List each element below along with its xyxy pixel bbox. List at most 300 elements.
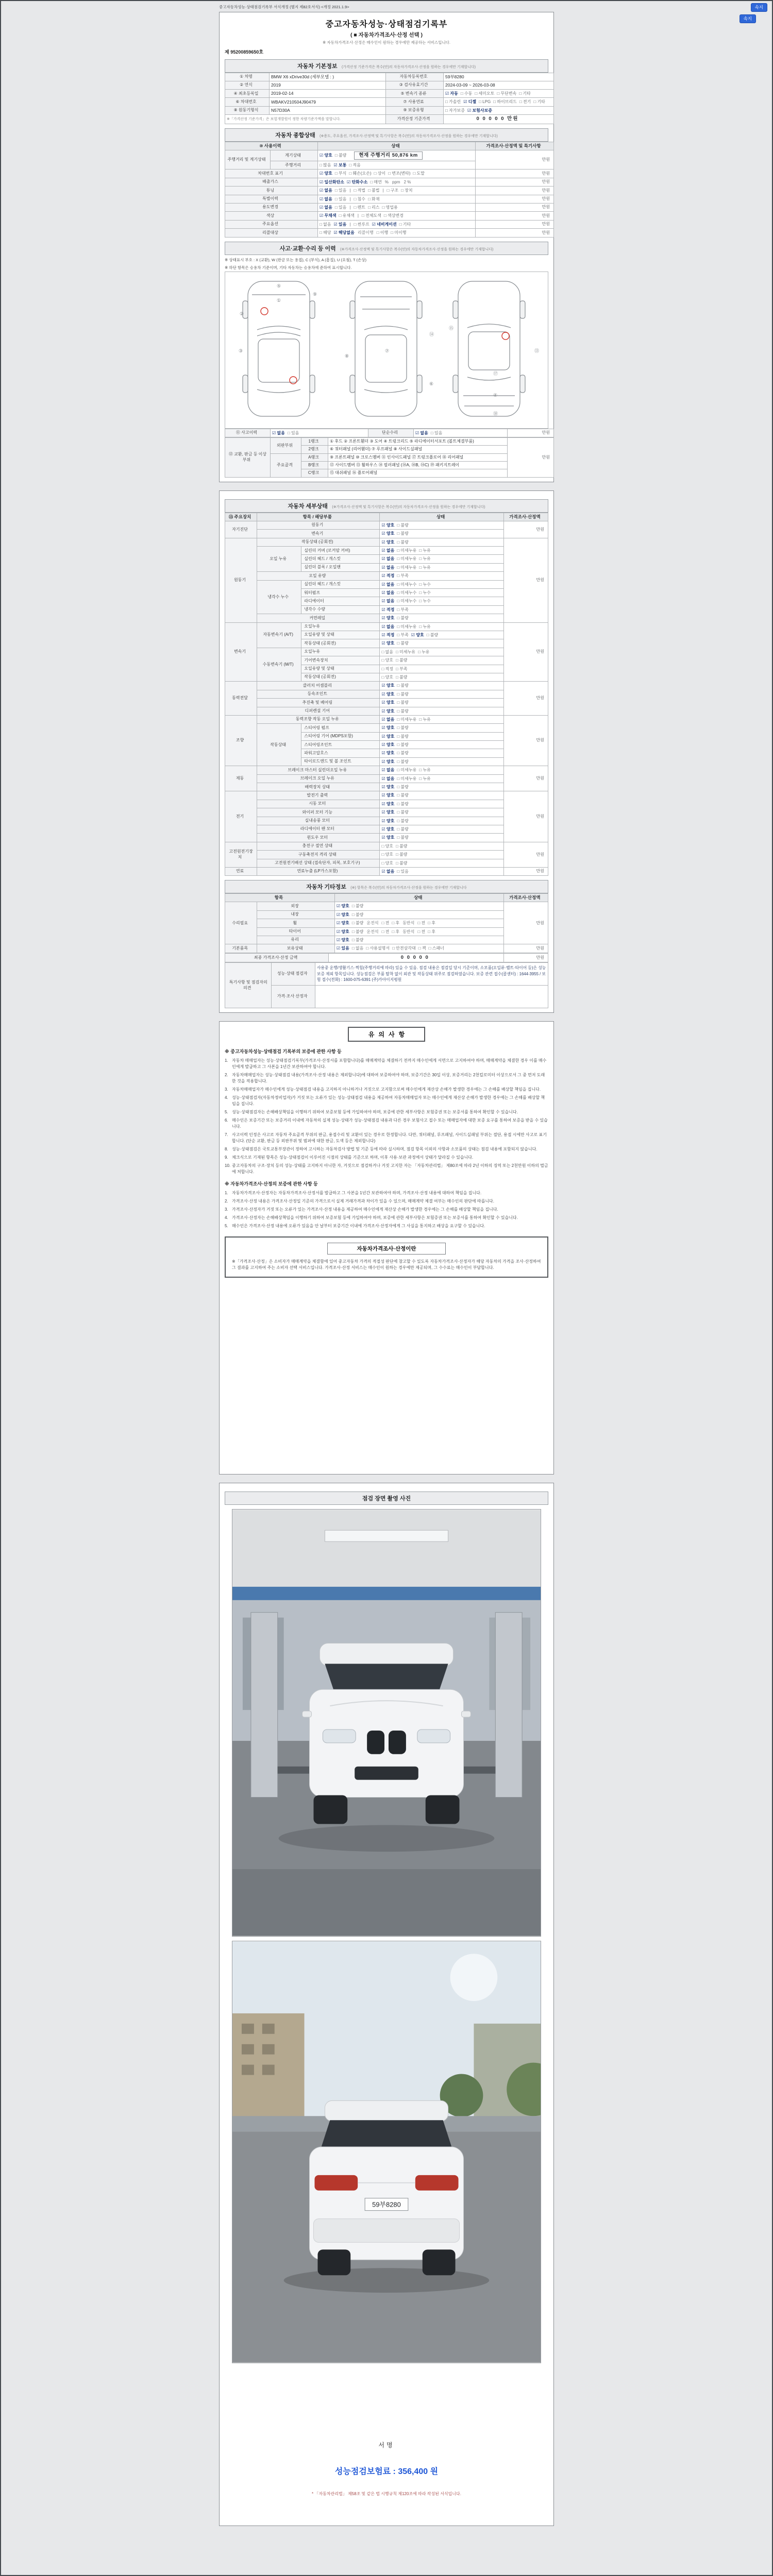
form-cell — [380, 605, 503, 614]
cell-text: 가격조사·산정액 및 특기사항 — [486, 143, 541, 148]
table-row — [225, 690, 548, 698]
table-row — [225, 521, 548, 529]
form-cell — [225, 766, 257, 791]
table-row — [225, 783, 548, 791]
table-row — [225, 547, 548, 555]
cell-text: 만원 — [542, 179, 550, 184]
checkbox-unchecked: □ 있음 — [397, 869, 409, 874]
odometer-value-box: 현재 주행거리 50,876 km — [354, 151, 422, 160]
checkbox-unchecked: □ 가솔린 — [445, 99, 461, 105]
misc-info-table — [225, 893, 548, 953]
cell-text: 만원 — [542, 205, 550, 210]
table-row — [225, 766, 548, 774]
checkbox-unchecked: □ 영업용 — [382, 205, 398, 210]
checkbox-checked: ☑ 양호 — [381, 826, 395, 832]
form-cell — [301, 453, 328, 461]
form-cell — [225, 437, 271, 477]
cell-text: ※「가격산정 기준가격」은 보험개발원이 정한 차량기준가액을 말합니다. — [227, 117, 341, 121]
form-cell — [257, 580, 301, 614]
checkbox-checked: ☑ 양호 — [381, 725, 395, 731]
checkbox-checked: ☑ 해당없음 — [333, 230, 355, 235]
checkbox-unchecked: □ 없음 — [320, 222, 331, 227]
form-cell — [380, 842, 503, 850]
checkbox-unchecked: □ 잭 — [418, 946, 426, 951]
cell-text: 계기상태 — [285, 152, 301, 158]
section-detail-note: (※가격조사·산정액 및 특기사항은 복수(안)의 자동차가격조사·산정을 원하는 경우에만 기재합니다) — [332, 505, 485, 509]
form-cell — [368, 429, 414, 437]
section-overall-condition — [225, 128, 548, 142]
basic-info-table — [225, 73, 548, 124]
section-accident-history — [225, 242, 548, 255]
checkbox-unchecked: □ 불량 — [351, 921, 364, 926]
form-cell — [272, 963, 315, 986]
document-header — [225, 18, 548, 45]
section-overall-title: 자동차 종합상태 — [275, 132, 315, 139]
section-photos — [225, 1492, 548, 1505]
option-group-label: | — [349, 188, 351, 193]
cell-text: 수리필요 — [232, 920, 248, 925]
form-cell — [380, 555, 503, 563]
cell-text: ⑬ 주요장치 — [228, 514, 251, 519]
table-row — [225, 648, 548, 656]
cell-text: 만원 — [536, 852, 544, 857]
form-cell — [301, 563, 380, 571]
license-plate-text: 59부8280 — [372, 2200, 401, 2209]
checkbox-unchecked: □ 유채색 — [339, 213, 355, 218]
form-cell — [476, 229, 554, 237]
checkbox-unchecked: □ 구조 — [386, 188, 399, 193]
cell-text: 라디에이터 팬 모터 — [300, 826, 334, 832]
checkbox-checked: ☑ 양호 — [381, 522, 395, 528]
cell-text: 외장 — [291, 903, 299, 908]
form-cell — [318, 161, 476, 170]
form-cell — [301, 580, 380, 588]
cell-text: C랭크 — [308, 470, 320, 476]
form-cell — [225, 150, 271, 170]
checkbox-checked: ☑ 양호 — [381, 700, 395, 705]
cell-text: 상태 — [436, 514, 445, 519]
notice-item: 5. 매수인은 가격조사·산정 내용에 오류가 있음을 안 날부터 보증기간 이내에 가격조사·산정자에게 그 사실을 통지하고 배상을 요구할 수 있습니다. — [225, 1224, 485, 1229]
form-cell — [257, 715, 380, 723]
checkbox-unchecked: □ 미세누유 — [397, 717, 417, 722]
cell-text: 배력장치 상태 — [305, 784, 330, 789]
checkbox-unchecked: □ 훼손(오손) — [349, 171, 372, 176]
checkbox-unchecked: □ 색상변경 — [383, 213, 404, 218]
cell-text: 워터펌프 — [304, 590, 321, 595]
notice-item: 2. 자동차매매업자는 성능·상태점검 내용(가격조사·산정 내용은 제외합니다)에 대하여 보증하여야 하며, 보증기간은 30일 이상, 보증거리는 2천킬로미터 이상으로서 그 중 먼저 도래한 것을 적용합니다. — [225, 1073, 545, 1084]
cell-text: 타이어 — [289, 929, 301, 934]
form-cell — [335, 944, 504, 953]
notice-heading-2: ※ 자동차가격조사·산정의 보증에 관한 사항 등 — [225, 1181, 318, 1187]
viewer-badge[interactable]: 속지 — [751, 4, 767, 11]
cell-text: 사용중 운행/생활기스·찍힘(주행거리에 따라) 있을 수 있음. 점검 내용은 점검일 당시 기준이며, 소모품(오일류·벨트·타이어 등)은 성능보증 제외 항목입니다. 성능점검은 부품 탈착 없이 외관 및 작동상태 위주로 점검하였습니다. 보증 관련 접수(콜센터) : 1644-3955 / 보험 접수(전화) : 1600-075-6391 (주)카아이지평원 — [316, 965, 546, 982]
form-cell — [225, 170, 318, 178]
form-cell — [386, 73, 444, 81]
table-row — [225, 808, 548, 817]
checkbox-unchecked: □ 변조(변타) — [388, 171, 411, 176]
cell-text: 발전기 출력 — [307, 792, 328, 798]
form-cell — [257, 538, 380, 546]
inspection-photo-rear — [232, 1941, 541, 2363]
option-group-label: ppm — [392, 179, 400, 184]
table-row — [225, 774, 548, 783]
cell-text: 만원 — [536, 527, 544, 532]
form-cell — [380, 808, 503, 817]
cell-text: 변속기 — [311, 531, 324, 536]
table-row — [225, 953, 548, 962]
checkbox-unchecked: □ 불량 — [426, 632, 439, 637]
checkbox-unchecked: □ 불량 — [334, 152, 347, 158]
form-cell — [301, 741, 380, 749]
section-misc-title: 자동차 기타정보 — [306, 884, 346, 891]
option-group-label: 운전석 — [366, 921, 379, 926]
cell-text: 2019-02-14 — [271, 91, 294, 96]
inspection-photo-front-lift — [232, 1509, 541, 1937]
checkbox-unchecked: □ 불량 — [397, 835, 409, 840]
table-row — [225, 834, 548, 842]
form-cell — [386, 115, 444, 124]
cell-text: ⑤ 변속기 종류 — [400, 91, 427, 96]
form-cell — [318, 212, 476, 220]
notice-item: 4. 성능·상태점검자(자동차정비업자)가 거짓 또는 오류가 있는 성능·상태점검 내용을 제공하여 자동차매매업자 또는 매수인에게 재산상 손해가 발생한 경우에는 그 손해를 배상할 책임을 집니다. — [225, 1095, 545, 1107]
cell-text: ① 차명 — [240, 74, 253, 79]
checkbox-checked: ☑ 양호 — [381, 742, 395, 748]
svg-text:①: ① — [277, 297, 281, 303]
form-cell — [257, 547, 301, 572]
checkbox-unchecked: □ 미세누유 — [395, 649, 415, 654]
table-row — [225, 203, 554, 211]
checkbox-checked: ☑ 없음 — [320, 196, 332, 201]
checkbox-unchecked: □ 불량 — [397, 616, 409, 621]
checkbox-unchecked: □ 전기 — [519, 99, 531, 105]
form-cell — [257, 530, 380, 538]
price-appraisal-info-box — [225, 1236, 548, 1278]
form-cell — [257, 614, 380, 622]
form-cell — [380, 656, 503, 665]
document-title: 중고자동차성능·상태점검기록부 — [325, 20, 448, 29]
checkbox-checked: ☑ 일산화탄소 — [320, 179, 345, 184]
form-cell — [380, 682, 503, 690]
form-cell — [476, 195, 554, 203]
checkbox-checked: ☑ 양호 — [337, 921, 349, 926]
cell-text: 상태 — [391, 143, 400, 148]
form-cell — [225, 902, 257, 944]
form-cell — [225, 682, 257, 716]
cell-text: 2랭크 — [308, 447, 319, 452]
cell-text: 스티어링 기어 (MDPS포함) — [304, 734, 353, 739]
section-misc-info — [225, 880, 548, 893]
checkbox-unchecked: □ 미세누수 — [397, 582, 417, 587]
table-row — [225, 902, 548, 910]
cell-text: 항목 / 해당부품 — [303, 514, 332, 519]
checkbox-unchecked: □ 리스 — [367, 205, 380, 210]
form-cell — [508, 429, 554, 437]
cell-text: 고전원전기배선 상태 (접속단자, 피복, 보호기구) — [275, 860, 360, 866]
form-cell — [301, 605, 380, 614]
cell-text: 타이로드엔드 및 볼 조인트 — [304, 759, 351, 764]
form-cell — [225, 963, 272, 1008]
table-row — [225, 429, 554, 437]
checkbox-unchecked: □ 미세누유 — [397, 768, 417, 773]
svg-text:⑥: ⑥ — [429, 381, 434, 386]
form-cell — [257, 724, 301, 766]
vehicle-diagram-svg — [227, 274, 546, 423]
form-cell — [444, 73, 554, 81]
checkbox-unchecked: □ 미세누유 — [397, 565, 417, 570]
form-cell — [301, 732, 380, 740]
notice-item: 5. 성능·상태점검자는 손해배상책임을 이행하기 위하여 보증보험 등에 가입하여야 하며, 보증에 관한 세부사항은 보험증권 또는 보증서를 통하여 확인할 수 있습니다. — [225, 1110, 518, 1115]
cell-text: 만원 — [536, 649, 544, 654]
cell-text: 오일 유량 — [309, 573, 326, 578]
table-row — [225, 867, 548, 875]
form-cell — [380, 538, 503, 546]
form-cell — [225, 791, 257, 842]
form-cell — [318, 187, 476, 195]
form-cell — [318, 150, 476, 161]
form-cell — [257, 919, 335, 927]
form-cell — [335, 936, 504, 944]
form-cell — [386, 98, 444, 106]
form-cell — [380, 851, 503, 859]
table-row — [225, 530, 548, 538]
cell-text: 수동변속기 (M/T) — [262, 662, 294, 667]
table-row — [225, 715, 548, 723]
checkbox-unchecked: □ 장치 — [401, 188, 413, 193]
checkbox-unchecked: □ 미세누유 — [397, 776, 417, 781]
cell-text: 배출가스 — [262, 179, 278, 184]
final-price-table — [225, 953, 548, 962]
cell-text: 만원 — [542, 157, 550, 162]
form-cell — [225, 178, 318, 186]
checkbox-unchecked: □ 누유 — [419, 624, 431, 629]
option-group-label: | — [349, 205, 351, 210]
checkbox-unchecked: □ 후 — [428, 921, 435, 926]
form-cell — [503, 766, 548, 791]
checkbox-unchecked: □ 불량 — [395, 674, 408, 680]
form-cell — [270, 73, 386, 81]
form-cell — [503, 715, 548, 766]
notice-heading-1: ※ 중고자동차성능·상태점검 기록부의 보증에 관한 사항 등 — [225, 1049, 342, 1055]
checkbox-unchecked: □ 불량 — [397, 793, 409, 798]
form-cell — [257, 910, 335, 919]
form-cell — [301, 665, 380, 673]
form-cell — [257, 783, 380, 791]
form-cell — [503, 944, 548, 953]
cell-text: 연료 — [236, 869, 244, 874]
form-cell — [380, 791, 503, 800]
accident-legend-1: ※ 상태표시 부호 : X (교환), W (판금 또는 용접), C (부식), A (흠집), U (요철), T (손상) — [225, 257, 366, 262]
option-group-label: 리콜이행 — [357, 230, 374, 235]
table-row — [225, 910, 548, 919]
form-cell — [301, 656, 380, 665]
checkbox-checked: ☑ 없음 — [381, 599, 395, 604]
checkbox-checked: ☑ 양호 — [320, 171, 332, 176]
form-cell — [225, 90, 270, 98]
checkbox-unchecked: □ 누유 — [417, 649, 430, 654]
form-cell — [257, 944, 335, 953]
notice-item: 4. 가격조사·산정자는 손해배상책임을 이행하기 위하여 보증보험 등에 가입하여야 하며, 보증에 관한 세부사항은 보험증권 또는 보증서를 통하여 확인할 수 있습니다. — [225, 1215, 518, 1221]
cell-text: 주행거리 및 계기상태 — [227, 157, 266, 162]
form-cell — [225, 142, 318, 150]
viewer-badge-secondary[interactable]: 속지 — [740, 15, 755, 23]
cell-text: 윈도우 모터 — [307, 835, 328, 840]
option-group-label: % — [384, 179, 389, 184]
inspection-insurance-fee: 성능점검보험료 : 356,400 원 — [334, 2467, 439, 2477]
checkbox-unchecked: □ 화재 — [367, 196, 380, 201]
cell-text: 실린더 헤드 / 개스킷 — [304, 556, 341, 561]
form-cell — [257, 851, 380, 859]
checkbox-checked: ☑ 양호 — [381, 734, 395, 739]
accident-legend-2: ※ 하단 항목은 승용차 기준이며, 기타 자동차는 승용차에 준하여 표시합니다. — [225, 265, 352, 270]
cell-text: 가격조사·산정액 — [509, 514, 541, 519]
table-row — [225, 919, 548, 927]
form-cell — [335, 927, 504, 936]
cell-text: 만원 — [542, 171, 550, 176]
checkbox-unchecked: □ 불량 — [397, 826, 409, 832]
form-cell — [328, 469, 508, 477]
notice-item: 6. 매수인은 보증기간 또는 보증거리 이내에 자동차의 실제 성능·상태가 성능·상태점검 내용과 다른 경우 보험사고 접수 또는 매매업자에 대한 보증 요구를 통하여 보증을 받을 수 있습니다. — [225, 1118, 548, 1129]
table-row — [225, 187, 554, 195]
table-row — [225, 538, 548, 546]
form-cell — [380, 673, 503, 681]
form-cell — [225, 187, 318, 195]
checkbox-unchecked: □ 불량 — [397, 531, 409, 536]
checkbox-unchecked: □ 양호 — [381, 852, 393, 857]
checkbox-unchecked: □ 불량 — [397, 801, 409, 806]
form-cell — [257, 648, 301, 682]
form-cell — [301, 724, 380, 732]
form-cell — [335, 919, 504, 927]
checkbox-checked: ☑ 디젤 — [463, 99, 477, 105]
cell-text: 외판부위 — [277, 443, 293, 448]
form-cell — [271, 161, 318, 170]
form-cell — [386, 90, 444, 98]
checkbox-unchecked: □ 부식 — [334, 171, 347, 176]
form-cell — [380, 563, 503, 571]
cell-text: 오일 누유 — [270, 556, 287, 561]
cell-text: 만원 — [536, 955, 544, 960]
cell-text: ② 연식 — [240, 82, 253, 88]
form-cell — [380, 597, 503, 605]
checkbox-unchecked: □ 없음 — [381, 649, 393, 654]
checkbox-unchecked: □ 불량 — [397, 759, 409, 764]
form-cell — [476, 170, 554, 178]
cell-text: 라디에이터 — [304, 598, 324, 603]
form-cell — [503, 682, 548, 716]
table-row — [225, 178, 554, 186]
checkbox-unchecked: □ 후 — [428, 929, 435, 934]
panel-photos — [219, 1483, 554, 2526]
checkbox-unchecked: □ 이행 — [376, 230, 389, 235]
form-cell — [335, 910, 504, 919]
table-row — [225, 453, 554, 461]
checkbox-unchecked: □ 누수 — [419, 590, 431, 596]
checkbox-unchecked: □ 불량 — [397, 751, 409, 756]
checkbox-unchecked: □ 불량 — [397, 810, 409, 815]
checkbox-unchecked: □ 누유 — [419, 776, 431, 781]
cell-text: 만원 — [542, 222, 550, 227]
cell-text: 브레이크 오일 누유 — [300, 776, 334, 781]
cell-text: 단순수리 — [382, 430, 398, 435]
cell-text: 기어변속장치 — [304, 657, 328, 663]
form-cell — [444, 106, 554, 114]
checkbox-unchecked: □ 불량 — [395, 658, 408, 663]
checkbox-unchecked: □ 수동 — [460, 91, 473, 96]
checkbox-unchecked: □ 침수 — [354, 196, 365, 201]
checkbox-checked: ☑ 양호 — [381, 835, 395, 840]
form-cell — [386, 81, 444, 90]
form-cell — [380, 724, 503, 732]
cell-text: 파워고압호스 — [304, 750, 328, 755]
cell-text: ⑥ 쿼터패널 (리어휀더) ⑦ 루프패널 ⑧ 사이드실패널 — [330, 447, 423, 452]
checkbox-checked: ☑ 양호 — [381, 759, 395, 764]
table-row — [225, 90, 554, 98]
checkbox-unchecked: □ 미이행 — [391, 230, 407, 235]
checkbox-checked: ☑ 자동 — [445, 91, 458, 96]
cell-text: 클러치 어셈블리 — [303, 683, 332, 688]
checkbox-checked: ☑ 양호 — [381, 641, 395, 646]
cell-text: 튜닝 — [266, 188, 275, 193]
notice-item: 1. 자동차가격조사·산정자는 자동차가격조사·산정서를 발급하고 그 사본을 1년간 보관하여야 하며, 가격조사·산정 내용에 대하여 책임을 집니다. — [225, 1191, 482, 1196]
form-cell — [476, 212, 554, 220]
cell-text: 냉각수 수량 — [304, 607, 326, 612]
checkbox-checked: ☑ 양호 — [381, 616, 395, 621]
cell-text: 구동축전지 격리 상태 — [298, 852, 337, 857]
checkbox-checked: ☑ 없음 — [381, 582, 395, 587]
document-header-note: ※ 자동차가격조사·산정은 매수인이 원하는 경우에만 제공하는 서비스입니다. — [323, 40, 450, 45]
form-cell — [328, 437, 508, 445]
table-row — [225, 115, 554, 124]
form-cell — [270, 98, 386, 106]
form-cell — [508, 437, 554, 477]
checkbox-checked: ☑ 없음 — [381, 776, 395, 781]
form-cell — [380, 800, 503, 808]
form-cell — [257, 867, 380, 875]
cell-text: 용도변경 — [262, 205, 278, 210]
form-cell — [318, 220, 476, 228]
form-cell — [328, 446, 508, 453]
form-cell — [380, 707, 503, 715]
form-cell — [257, 572, 380, 580]
overall-condition-table — [225, 142, 548, 238]
form-cell — [271, 429, 368, 437]
document — [219, 12, 554, 2526]
form-cell — [301, 462, 328, 469]
cell-text: 커먼레일 — [309, 615, 326, 620]
checkbox-checked: ☑ 네비게이션 — [372, 222, 397, 227]
checkbox-unchecked: □ LPG — [479, 99, 491, 105]
svg-text:④: ④ — [493, 392, 498, 398]
form-cell — [380, 749, 503, 757]
form-cell — [225, 944, 257, 953]
cell-text: 작동상태 (공회전) — [301, 539, 333, 545]
form-cell — [380, 783, 503, 791]
checkbox-unchecked: □ 전체도색 — [361, 213, 381, 218]
form-cell — [257, 682, 380, 690]
checkbox-unchecked: □ 불량 — [397, 734, 409, 739]
checkbox-unchecked: □ 있음 — [287, 430, 299, 435]
vehicle-damage-diagram — [225, 272, 548, 429]
table-row — [225, 817, 548, 825]
form-cell — [503, 842, 548, 867]
form-cell — [503, 622, 548, 682]
table-row — [225, 894, 548, 902]
checkbox-unchecked: □ 부족 — [395, 666, 408, 671]
cell-text: 오일유량 및 상태 — [304, 666, 334, 671]
table-row — [225, 170, 554, 178]
table-row — [225, 927, 548, 936]
table-row — [225, 936, 548, 944]
